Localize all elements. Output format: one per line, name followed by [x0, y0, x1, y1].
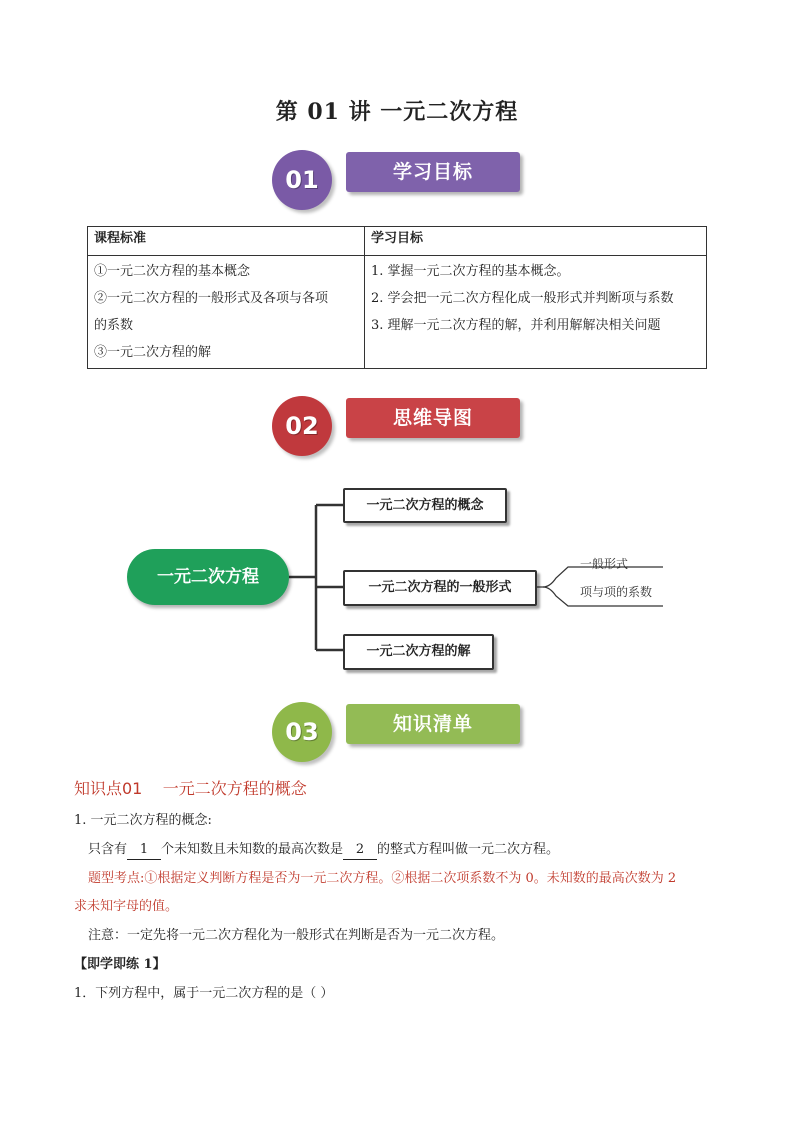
section-number: 01 — [285, 166, 319, 194]
standards-cell — [88, 256, 365, 369]
note: 注意：一定先将一元二次方程化为一般形式在判断是否为一元二次方程。 — [88, 928, 505, 943]
mindmap-leaf: 一般形式 — [580, 557, 629, 571]
section-label: 思维导图 — [346, 398, 520, 438]
answer-blank: 2 — [343, 841, 377, 860]
mindmap-branch: 一元二次方程的概念 — [343, 488, 507, 523]
goals-table — [87, 226, 707, 369]
list-item: 的系数 — [94, 318, 134, 333]
page-title: 第 01 讲 一元二次方程 — [275, 99, 519, 125]
list-item: ③一元二次方程的解 — [94, 345, 212, 360]
practice-label: 【即学即练 1】 — [74, 957, 166, 972]
answer-blank: 1 — [127, 841, 161, 860]
mindmap-leaf: 项与项的系数 — [580, 585, 653, 599]
exam-label: 题型考点: — [88, 871, 145, 886]
mindmap-branch: 一元二次方程的一般形式 — [343, 570, 537, 606]
table-header: 学习目标 — [365, 227, 707, 256]
list-item: ②一元二次方程的一般形式及各项与各项 — [94, 291, 329, 306]
definition-text: 个未知数且未知数的最高次数是 — [161, 842, 344, 857]
section-number: 03 — [285, 718, 319, 746]
list-item: 1. 掌握一元二次方程的基本概念。 — [371, 264, 570, 279]
item-heading: 1. 一元二次方程的概念: — [74, 813, 212, 828]
list-item: 3. 理解一元二次方程的解，并利用解解决相关问题 — [371, 318, 661, 333]
mindmap-branch: 一元二次方程的解 — [343, 634, 494, 670]
table-header: 课程标准 — [88, 227, 365, 256]
list-item: ①一元二次方程的基本概念 — [94, 264, 251, 279]
section-badge-01 — [272, 150, 532, 214]
section-label: 学习目标 — [346, 152, 520, 192]
section-badge-02 — [272, 396, 532, 460]
section-label: 知识清单 — [346, 704, 520, 744]
section-badge-03 — [272, 702, 532, 766]
knowledge-point-title: 知识点01 一元二次方程的概念 — [74, 779, 307, 798]
definition-line — [88, 841, 559, 860]
definition-text: 的整式方程叫做一元二次方程。 — [377, 842, 560, 857]
definition-text: 只含有 — [88, 842, 128, 857]
exam-text: ①根据定义判断方程是否为一元二次方程。②根据二次项系数不为 0。未知数的最高次数为 2 — [144, 871, 677, 886]
list-item: 2. 学会把一元二次方程化成一般形式并判断项与系数 — [371, 291, 674, 306]
exam-points — [88, 870, 728, 888]
section-number: 02 — [285, 412, 319, 440]
exam-text-continued: 求未知字母的值。 — [74, 899, 179, 914]
objectives-cell — [365, 256, 707, 369]
mindmap-root: 一元二次方程 — [127, 549, 289, 605]
question: 1．下列方程中，属于一元二次方程的是（ ） — [74, 986, 334, 1001]
